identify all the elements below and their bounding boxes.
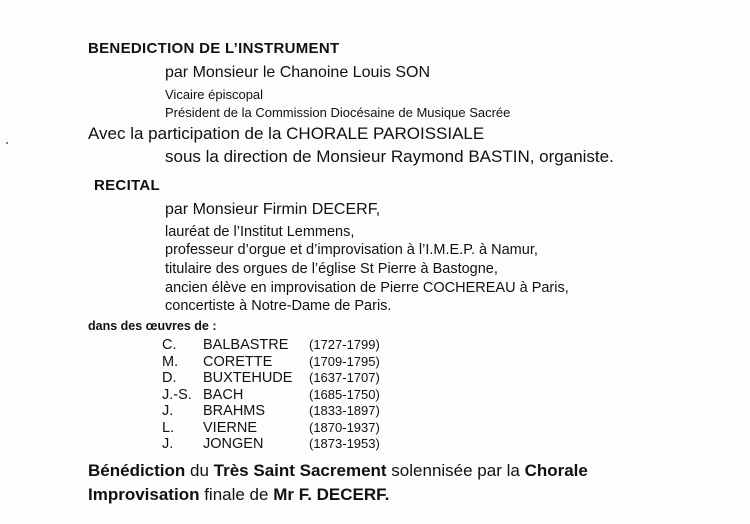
closing-line-1: [88, 462, 588, 479]
composer-initial: J.: [162, 403, 174, 419]
composer-dates: (1870-1937): [309, 419, 380, 435]
recital-performer: par Monsieur Firmin DECERF,: [165, 201, 381, 218]
closing-sacrement: Très Saint Sacrement: [213, 461, 387, 480]
closing-performer: Mr F. DECERF.: [273, 485, 390, 504]
closing-line-2: [88, 486, 389, 503]
benediction-role-1: Vicaire épiscopal: [165, 87, 264, 102]
composer-dates: (1727-1799): [309, 337, 380, 352]
recital-bio-line-3: titulaire des orgues de l’église St Pierre à Bastogne,: [165, 261, 498, 277]
composer-dates: (1637-1707): [309, 370, 380, 385]
composer-initial: L.: [162, 419, 175, 436]
composer-initial: J.-S.: [162, 386, 192, 403]
benediction-heading: BENEDICTION DE L’INSTRUMENT: [88, 40, 340, 57]
closing-text: finale de: [199, 485, 274, 504]
composer-name: BALBASTRE: [203, 337, 289, 353]
participation-line-1: Avec la participation de la CHORALE PAROISSIALE: [88, 124, 485, 143]
recital-bio-line-1: lauréat de l’Institut Lemmens,: [165, 224, 355, 240]
composer-dates: (1685-1750): [309, 386, 380, 402]
composer-initial: D.: [162, 370, 177, 386]
benediction-role-2: Président de la Commission Diocésaine de Musique Sacrée: [165, 105, 511, 120]
closing-benediction: Bénédiction: [88, 461, 186, 480]
composer-initial: M.: [162, 353, 179, 370]
recital-bio-line-2: professeur d’orgue et d’improvisation à l’I.M.E.P. à Namur,: [165, 242, 538, 258]
recital-bio-line-4: ancien élève en improvisation de Pierre COCHEREAU à Paris,: [165, 280, 569, 296]
works-intro: dans des œuvres de :: [88, 319, 217, 333]
composer-name: BRAHMS: [203, 403, 266, 419]
composer-dates: (1833-1897): [309, 403, 380, 418]
composer-name: JONGEN: [203, 436, 264, 452]
composer-name: CORETTE: [203, 353, 273, 370]
closing-improvisation: Improvisation: [88, 485, 200, 504]
composer-initial: J.: [162, 436, 174, 452]
composer-initial: C.: [162, 337, 177, 353]
composer-name: VIERNE: [203, 419, 257, 436]
stray-dot: [6, 142, 8, 144]
closing-text: du: [185, 461, 214, 480]
recital-bio-line-5: concertiste à Notre-Dame de Paris.: [165, 298, 392, 314]
closing-chorale: Chorale: [524, 461, 588, 480]
composer-name: BUXTEHUDE: [203, 370, 293, 386]
participation-line-2: sous la direction de Monsieur Raymond BASTIN, organiste.: [165, 147, 614, 166]
recital-heading: RECITAL: [94, 177, 160, 194]
closing-text: solennisée par la: [386, 461, 525, 480]
composer-dates: (1709-1795): [309, 353, 380, 369]
benediction-officiant: par Monsieur le Chanoine Louis SON: [165, 64, 431, 81]
composer-dates: (1873-1953): [309, 436, 380, 451]
composer-name: BACH: [203, 386, 244, 403]
